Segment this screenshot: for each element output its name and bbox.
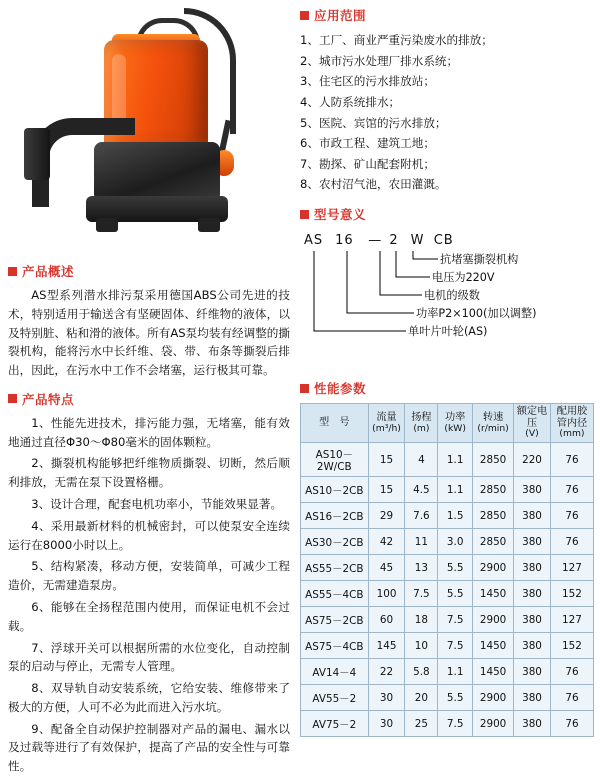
table-row	[301, 503, 594, 529]
features-section	[8, 390, 290, 776]
cell-voltage: 380	[514, 581, 551, 607]
th-power	[438, 404, 473, 443]
cell-hose: 152	[550, 633, 593, 659]
square-bullet-icon	[300, 384, 309, 393]
cell-power: 7.5	[438, 607, 473, 633]
cell-flow: 60	[368, 607, 405, 633]
cell-speed: 2900	[473, 607, 514, 633]
cell-speed: 2850	[473, 443, 514, 477]
application-heading-label: 应用范围	[314, 8, 367, 23]
cell-model: AS75－4CB	[301, 633, 369, 659]
table-row	[301, 477, 594, 503]
cell-model: AV75－2	[301, 711, 369, 737]
performance-table-wrap	[300, 403, 594, 737]
cell-voltage: 380	[514, 503, 551, 529]
application-item: 8、农村沼气池，农田灌溉。	[300, 177, 447, 192]
cell-speed: 2850	[473, 477, 514, 503]
cell-hose: 76	[550, 443, 593, 477]
model-label-cb: 抗堵塞撕裂机构	[440, 253, 519, 266]
cell-flow: 30	[368, 685, 405, 711]
th-voltage-unit: (V)	[525, 428, 539, 440]
table-row	[301, 659, 594, 685]
cell-model: AS55－2CB	[301, 555, 369, 581]
cell-power: 1.1	[438, 477, 473, 503]
table-row	[301, 555, 594, 581]
overview-heading-label: 产品概述	[22, 264, 75, 279]
cell-hose: 76	[550, 685, 593, 711]
table-row	[301, 685, 594, 711]
application-item: 6、市政工程、建筑工地；	[300, 136, 435, 151]
table-header-row	[301, 404, 594, 443]
cell-voltage: 380	[514, 607, 551, 633]
feature-item: 2、撕裂机构能够把纤维物质撕裂、切断，然后顺利排放，无需在泵下设置格栅。	[8, 456, 290, 490]
cell-voltage: 380	[514, 659, 551, 685]
cell-hose: 76	[550, 503, 593, 529]
cell-flow: 42	[368, 529, 405, 555]
discharge-flange	[24, 128, 50, 180]
th-head	[405, 404, 438, 443]
cell-flow: 100	[368, 581, 405, 607]
model-label-impeller: 单叶片叶轮(AS)	[408, 325, 488, 338]
cell-head: 20	[405, 685, 438, 711]
feature-item: 4、采用最新材料的机械密封，可以使泵安全连续运行在8000小时以上。	[8, 518, 290, 552]
cell-power: 5.5	[438, 685, 473, 711]
cell-model: AS30－2CB	[301, 529, 369, 555]
cell-head: 25	[405, 711, 438, 737]
cell-head: 10	[405, 633, 438, 659]
model-part-series: AS	[304, 233, 324, 248]
application-item: 2、城市污水处理厂排水系统；	[300, 53, 459, 68]
cell-flow: 29	[368, 503, 405, 529]
cell-voltage: 380	[514, 711, 551, 737]
cell-speed: 1450	[473, 659, 514, 685]
table-row	[301, 529, 594, 555]
cell-flow: 45	[368, 555, 405, 581]
cell-hose: 127	[550, 607, 593, 633]
performance-table	[300, 403, 594, 737]
cell-speed: 2900	[473, 555, 514, 581]
application-heading	[300, 6, 594, 24]
th-voltage	[514, 404, 551, 443]
cell-voltage: 380	[514, 685, 551, 711]
square-bullet-icon	[300, 210, 309, 219]
cell-hose: 152	[550, 581, 593, 607]
feature-item: 6、能够在全扬程范围内使用，而保证电机不会过载。	[8, 599, 290, 633]
cell-voltage: 380	[514, 633, 551, 659]
th-head-unit: (m)	[413, 422, 430, 434]
cell-model: AS10－2W/CB	[301, 443, 369, 477]
square-bullet-icon	[8, 394, 17, 403]
cell-flow: 22	[368, 659, 405, 685]
th-voltage-label: 额定电压	[516, 406, 548, 429]
feature-item: 3、设计合理，配套电机功率小，节能效果显著。	[31, 497, 283, 512]
th-speed	[473, 404, 514, 443]
feature-item: 1、性能先进技术，排污能力强，无堵塞，能有效地通过直径Φ30～Φ80毫米的固体颗粒。	[8, 415, 290, 449]
cell-hose: 127	[550, 555, 593, 581]
feature-item: 7、浮球开关可以根据所需的水位变化，自动控制泵的启动与停止，无需专人管理。	[8, 640, 290, 674]
square-bullet-icon	[8, 267, 17, 276]
performance-section	[300, 379, 594, 737]
application-item: 4、人防系统排水；	[300, 94, 401, 109]
cell-model: AS16－2CB	[301, 503, 369, 529]
cell-hose: 76	[550, 659, 593, 685]
cell-speed: 2900	[473, 685, 514, 711]
performance-heading-label: 性能参数	[314, 381, 367, 396]
cell-power: 1.1	[438, 443, 473, 477]
model-code-heading-label: 型号意义	[314, 207, 367, 222]
performance-table-body	[301, 443, 594, 737]
th-hose-label: 配用胶管内径	[556, 406, 588, 429]
model-part-power: 16	[335, 233, 354, 248]
cell-flow: 30	[368, 711, 405, 737]
th-flow	[368, 404, 405, 443]
application-item: 1、工厂、商业严重污染废水的排放；	[300, 33, 493, 47]
model-part-dash: —	[368, 233, 383, 248]
cell-speed: 1450	[473, 633, 514, 659]
cell-flow: 15	[368, 477, 405, 503]
cell-power: 7.5	[438, 633, 473, 659]
table-row	[301, 607, 594, 633]
cell-head: 18	[405, 607, 438, 633]
cell-hose: 76	[550, 477, 593, 503]
cell-hose: 76	[550, 529, 593, 555]
cell-model: AV55－2	[301, 685, 369, 711]
th-speed-unit: (r/min)	[477, 422, 509, 434]
model-code-leader-lines	[300, 229, 594, 379]
features-heading	[8, 390, 290, 408]
cell-head: 11	[405, 529, 438, 555]
right-column	[300, 6, 594, 737]
model-code-heading	[300, 205, 594, 223]
table-row	[301, 443, 594, 477]
table-row	[301, 711, 594, 737]
application-list	[300, 30, 594, 195]
model-label-poles: 电机的级数	[424, 289, 480, 302]
cell-voltage: 380	[514, 477, 551, 503]
features-list	[8, 414, 290, 776]
model-label-power: 功率P2×100(加以调整)	[416, 307, 537, 320]
performance-heading	[300, 379, 594, 397]
model-code-section	[300, 205, 594, 379]
pump-foot-right	[198, 218, 220, 232]
th-power-unit: (kW)	[444, 422, 466, 434]
cell-flow: 145	[368, 633, 405, 659]
cell-head: 7.6	[405, 503, 438, 529]
cell-voltage: 220	[514, 443, 551, 477]
th-hose-unit: (mm)	[559, 428, 585, 440]
cell-power: 5.5	[438, 555, 473, 581]
cell-speed: 2850	[473, 529, 514, 555]
feature-item: 9、配备全自动保护控制器对产品的漏电、漏水以及过载等进行了有效保护，提高了产品的安全性与可靠性。	[8, 721, 290, 774]
model-label-voltage: 电压为220V	[432, 271, 495, 284]
cell-power: 1.5	[438, 503, 473, 529]
application-section	[300, 6, 594, 195]
cell-power: 1.1	[438, 659, 473, 685]
cell-head: 13	[405, 555, 438, 581]
overview-section	[8, 262, 290, 380]
overview-heading	[8, 262, 290, 280]
overview-text	[8, 286, 290, 380]
application-item: 3、住宅区的污水排放站；	[300, 74, 435, 89]
cell-power: 7.5	[438, 711, 473, 737]
model-part-cb: CB	[433, 233, 454, 248]
cell-flow: 15	[368, 443, 405, 477]
model-part-voltage: W	[410, 233, 425, 248]
cell-speed: 2850	[473, 503, 514, 529]
table-row	[301, 581, 594, 607]
cell-hose: 76	[550, 711, 593, 737]
left-column	[8, 0, 290, 779]
overview-paragraph: AS型系列潜水排污泵采用德国ABS公司先进的技术，特别适用于输送含有坚硬固体、纤维物的液体，以及特别脏、粘和滑的液体。所有AS泵均装有经调整的撕裂机构，能将污水中长纤维、袋、带、布条等撕裂后排出，因此，在污水中工作不会堵塞，运行极其可靠。	[8, 288, 290, 378]
pump-foot-left	[96, 218, 118, 232]
cell-model: AS75－2CB	[301, 607, 369, 633]
application-item: 7、勘探、矿山配套附机；	[300, 156, 435, 171]
model-part-poles: 2	[389, 233, 399, 248]
feature-item: 5、结构紧凑，移动方便，安装简单，可减少工程造价，无需建造泵房。	[8, 559, 290, 593]
cell-head: 5.8	[405, 659, 438, 685]
cell-model: AV14－4	[301, 659, 369, 685]
th-power-label: 功率	[444, 411, 466, 423]
th-head-label: 扬程	[411, 411, 432, 423]
cell-speed: 2900	[473, 711, 514, 737]
application-item: 5、医院、宾馆的污水排放；	[300, 115, 447, 130]
cell-head: 4	[405, 443, 438, 477]
cell-power: 3.0	[438, 529, 473, 555]
th-model	[301, 404, 369, 443]
th-flow-label: 流量	[376, 411, 397, 423]
cell-speed: 1450	[473, 581, 514, 607]
table-row	[301, 633, 594, 659]
cell-power: 5.5	[438, 581, 473, 607]
cell-head: 4.5	[405, 477, 438, 503]
th-speed-label: 转速	[482, 411, 504, 423]
th-hose	[550, 404, 593, 443]
th-model-label: 型 号	[319, 417, 350, 429]
cell-voltage: 380	[514, 555, 551, 581]
th-flow-unit: (m³/h)	[372, 422, 401, 434]
cell-head: 7.5	[405, 581, 438, 607]
features-heading-label: 产品特点	[22, 391, 75, 407]
feature-item: 8、双导轨自动安装系统，它给安装、维修带来了极大的方便，人可不必为此而进入污水坑。	[8, 681, 290, 714]
pump-product-photo	[8, 0, 290, 252]
cell-voltage: 380	[514, 529, 551, 555]
square-bullet-icon	[300, 11, 309, 20]
cell-model: AS10－2CB	[301, 477, 369, 503]
model-code-diagram	[300, 229, 594, 379]
cell-model: AS55－4CB	[301, 581, 369, 607]
